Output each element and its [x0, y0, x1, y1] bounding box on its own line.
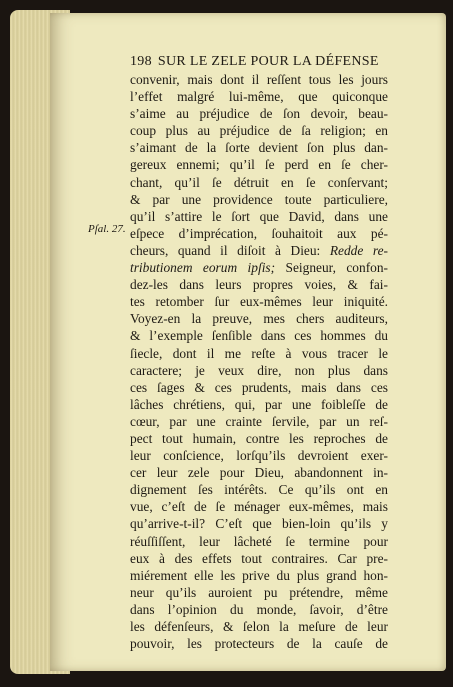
- page-number: 198: [130, 54, 152, 69]
- text-line: réuſſiſſent, leur lâcheté ſe termine pour: [130, 533, 388, 549]
- text-line: tributionem eorum ipſis; Seigneur, confon-: [130, 260, 388, 276]
- text-line: qu’arrive-t-il? C’eſt que bien-loin qu’ils y: [130, 516, 388, 532]
- text-line: dignement ſes intérêts. Ce qu’ils ont en: [130, 482, 388, 498]
- text-line: vue, c’eſt de ſe ménager eux-mêmes, mais: [130, 499, 388, 515]
- text-line: coup plus au préjudice de ſa religion; en: [130, 123, 388, 139]
- text-line: tes retomber ſur eux-mêmes leur iniquité.: [130, 294, 388, 310]
- text-line: ces ſages & ces prudents, mais dans ces: [130, 379, 388, 395]
- text-line: Voyez-en la preuve, mes chers auditeurs,: [130, 311, 388, 327]
- text-line: dans l’opinion du monde, ſavoir, d’être: [130, 601, 388, 617]
- text-line: cer leur zele pour Dieu, abandonnent in-: [130, 465, 388, 481]
- text-line: qu’il s’attire le ſort que David, dans une: [130, 208, 388, 224]
- body-text: [130, 72, 388, 653]
- page-header: [130, 54, 392, 70]
- text-line: pouvoir, les protecteurs de la cauſe de: [130, 636, 388, 652]
- text-line: les défenſeurs, & ſelon la meſure de leur: [130, 619, 388, 634]
- text-line: lâches chrétiens, qui, par une foibleſſe de: [130, 396, 388, 412]
- text-line: neur qu’ils auroient pu prétendre, même: [130, 584, 388, 600]
- text-line: & l’exemple ſenſible dans ces hommes du: [130, 328, 388, 344]
- text-line: leur conſcience, lorſqu’ils devroient exer-: [130, 448, 388, 464]
- text-line: cheurs, quand il diſoit à Dieu: Redde re-: [130, 242, 388, 258]
- text-line: chant, qu’il ſe détruit en ſe conſervant;: [130, 174, 388, 190]
- text-line: dez-les dans leurs propres voies, & fai-: [130, 277, 388, 293]
- text-line: cœur, par une crainte ſervile, par un reſ-: [130, 413, 388, 429]
- running-title: SUR LE ZELE POUR LA DÉFENSE: [157, 54, 379, 69]
- margin-note: Pſal. 27.: [88, 223, 126, 235]
- text-line: gereux ennemi; qu’il ſe perd en ſe cher-: [130, 157, 388, 173]
- text-line: eux à des effets tout contraires. Car pre-: [130, 550, 388, 566]
- text-line: s’aimant de la ſorte devient ſon plus dan-: [130, 140, 388, 156]
- text-line: eſpece d’imprécation, ſouhaitoit aux pé-: [130, 225, 388, 241]
- text-line: s’aime au préjudice de ſon devoir, beau-: [130, 106, 388, 122]
- text-line: caractere; je veux dire, non plus dans: [130, 362, 388, 378]
- text-line: l’effet malgré lui-même, que quiconque: [130, 89, 388, 105]
- text-line: miérement elle les prive du plus grand hon-: [130, 567, 388, 583]
- text-line: convenir, mais dont il reſſent tous les jours: [130, 72, 388, 87]
- text-line: pect tout humain, contre les reproches de: [130, 430, 388, 446]
- text-line: & par une providence toute particuliere,: [130, 191, 388, 207]
- text-line: ſiecle, dont il me reſte à vous tracer le: [130, 345, 388, 361]
